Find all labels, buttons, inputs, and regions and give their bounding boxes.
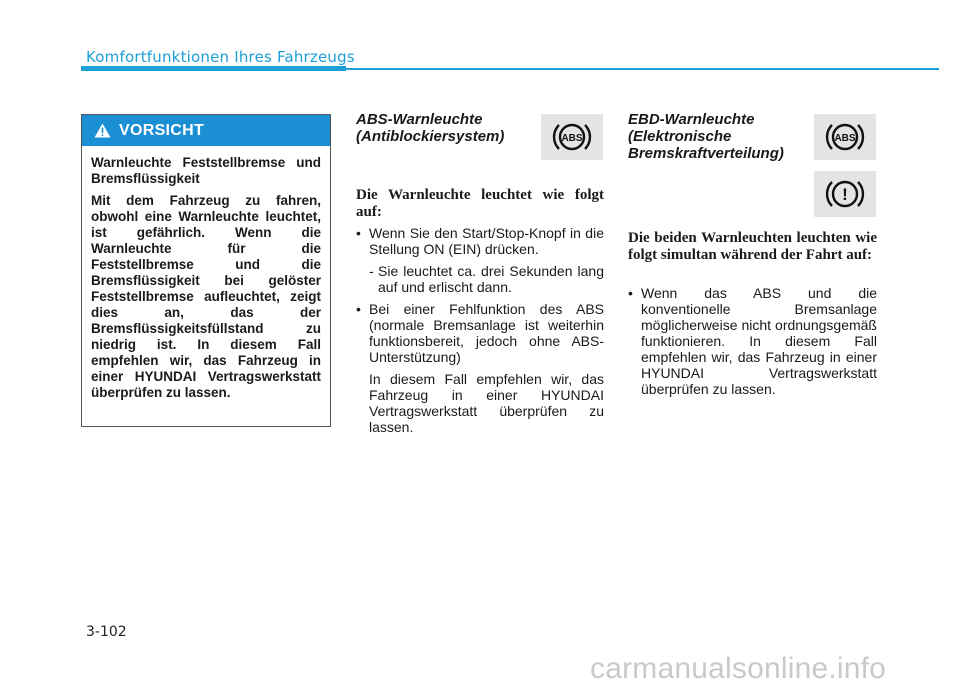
ebd-abs-lamp-glyph-icon [823, 119, 867, 155]
abs-bullet1-sub [369, 263, 604, 295]
ebd-bullet1-text: Wenn das ABS und die konventionelle Bremsanlage möglicherweise nicht ordnungsgemäß funktionieren. In diesem Fall empfehlen wir, das Fahrzeug in einer HYUNDAI Vertragswerkstatt überprüfen zu lassen. [641, 285, 877, 397]
abs-bullet-list [356, 225, 604, 441]
caution-label: VORSICHT [119, 121, 205, 139]
ebd-title-line3: Bremskraftverteilung) [628, 145, 784, 162]
ebd-section-title [628, 111, 808, 162]
abs-icon-text: ABS [561, 133, 583, 144]
abs-section-title [356, 111, 536, 145]
brake-icon-text: ! [842, 185, 848, 204]
abs-title-line2: (Antiblockiersystem) [356, 128, 505, 145]
ebd-bullet-list [628, 285, 877, 403]
caution-heading: Warnleuchte Feststellbremse und Bremsflüssigkeit [91, 155, 321, 186]
caution-body [82, 146, 330, 401]
caution-text: Mit dem Fahrzeug zu fahren, obwohl eine Warnleuchte leuchtet, ist gefährlich. Wenn die Warnleuchte für die Feststellbremse und die Bremsflüssigkeit bei gelöster Feststellbremse aufleuchtet, zeigt dies an, das der Bremsflüssigkeitsfüllstand zu niedrig ist. In diesem Fall empfehlen wir, das Fahrzeug in einer HYUNDAI Vertragswerkstatt überprüfen zu lassen. [91, 193, 321, 400]
ebd-title-line2: (Elektronische [628, 128, 732, 145]
abs-bullet2-para: In diesem Fall empfehlen wir, das Fahrzeug in einer HYUNDAI Vertragswerkstatt überprüfen zu lassen. [369, 371, 604, 435]
watermark: carmanualsonline.info [590, 652, 887, 685]
brake-exclamation-icon [814, 171, 876, 217]
page-number: 3-102 [86, 624, 127, 640]
caution-header [82, 115, 330, 146]
abs-lead: Die Warnleuchte leuchtet wie folgt auf: [356, 187, 604, 220]
ebd-abs-warning-icon [814, 114, 876, 160]
ebd-abs-icon-text: ABS [834, 133, 856, 144]
brake-lamp-glyph-icon [823, 176, 867, 212]
abs-warning-icon [541, 114, 603, 160]
header-rule-thin [346, 68, 939, 70]
sub-dash: - [369, 263, 374, 279]
ebd-title-line1: EBD-Warnleuchte [628, 111, 755, 128]
abs-bullet1-sub-text: Sie leuchtet ca. drei Sekunden lang auf und erlischt dann. [378, 263, 604, 295]
abs-bullet2-text: Bei einer Fehlfunktion des ABS (normale Bremsanlage ist weiterhin funktionsbereit, jedoch ohne ABS-Unterstützung) [369, 301, 604, 365]
abs-lamp-glyph-icon [550, 119, 594, 155]
section-header-title: Komfortfunktionen Ihres Fahrzeugs [86, 48, 355, 66]
header-rule-thick [81, 66, 346, 71]
warning-triangle-icon [94, 123, 111, 138]
abs-title-line1: ABS-Warnleuchte [356, 111, 483, 128]
list-item [356, 301, 604, 435]
list-item [356, 225, 604, 295]
caution-box [81, 114, 331, 427]
list-item [628, 285, 877, 397]
abs-bullet1-text: Wenn Sie den Start/Stop-Knopf in die Stellung ON (EIN) drücken. [369, 225, 604, 257]
ebd-lead: Die beiden Warnleuchten leuchten wie folgt simultan während der Fahrt auf: [628, 230, 877, 263]
